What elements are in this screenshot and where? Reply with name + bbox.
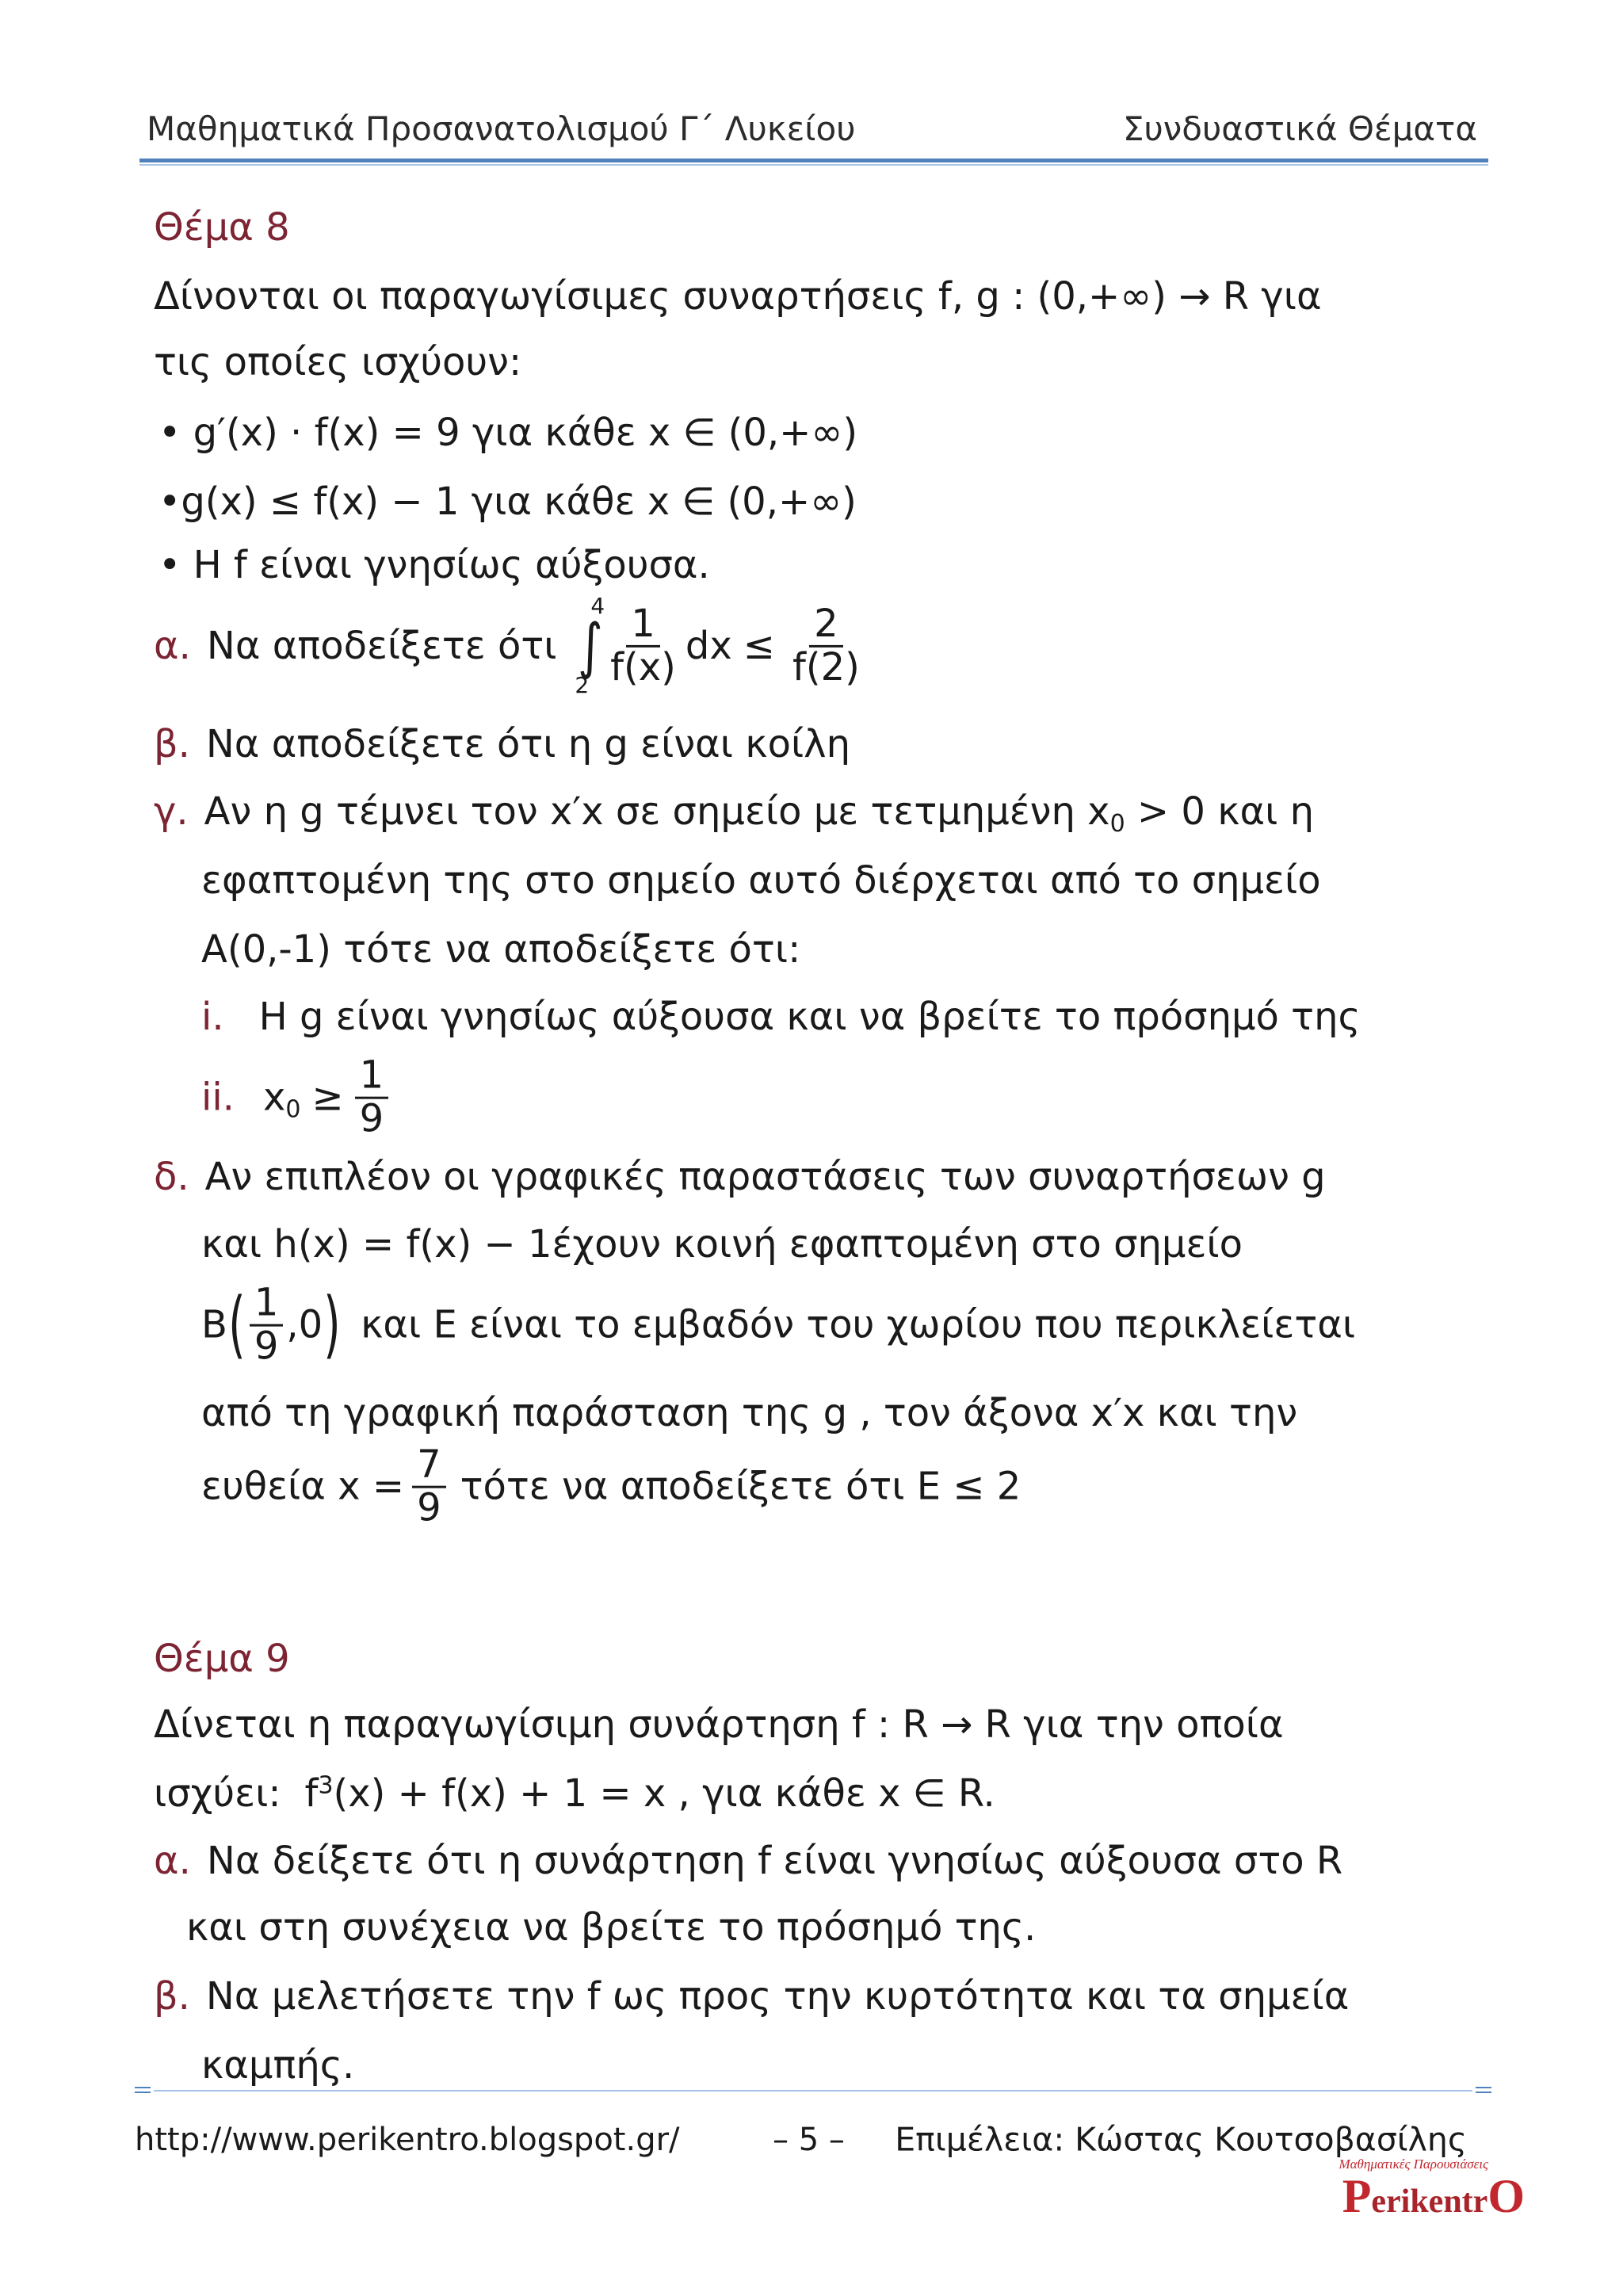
text-segment: Αν η g τέμνει τον x′x σε σημείο με τετμημένη x xyxy=(204,789,1110,834)
question-text: Να αποδείξετε ότι xyxy=(206,624,557,668)
question-9a-line-2: και στη συνέχεια να βρείτε το πρόσημό της. xyxy=(186,1905,1037,1950)
question-label: γ. xyxy=(154,789,189,834)
question-label: α. xyxy=(154,624,191,668)
theme-9-title: Θέμα 9 xyxy=(154,1637,290,1681)
fraction-denominator: 9 xyxy=(359,1096,384,1141)
question-text: τότε να αποδείξετε ότι Ε ≤ 2 xyxy=(460,1465,1022,1509)
rhs-fraction xyxy=(788,601,865,690)
header-course-title: Μαθηματικά Προσανατολισμού Γ΄ Λυκείου xyxy=(147,109,856,148)
theme-9-intro-line-2 xyxy=(154,1770,995,1817)
question-8d-line-2: και h(x) = f(x) − 1έχουν κοινή εφαπτομένη στο σημείο xyxy=(201,1222,1243,1266)
perikentro-logo xyxy=(1338,2157,1525,2220)
fraction-denominator: 9 xyxy=(417,1485,441,1530)
question-8d-line-3 xyxy=(201,1280,1356,1369)
condition-1: • g′(x) · f(x) = 9 για κάθε x ∈ (0,+∞) xyxy=(158,411,858,455)
function-name: f xyxy=(304,1771,319,1816)
differential: dx xyxy=(685,624,732,668)
question-8c-line-2: εφαπτομένη της στο σημείο αυτό διέρχεται από το σημείο xyxy=(201,858,1321,903)
fraction-numerator: 1 xyxy=(355,1056,389,1099)
question-label: β. xyxy=(154,1974,190,2019)
theme-8-intro-line-2: τις οποίες ισχύουν: xyxy=(154,340,522,384)
question-label: δ. xyxy=(154,1155,189,1199)
fraction-denominator: 9 xyxy=(254,1324,279,1369)
question-text: Να μελετήσετε την f ως προς την κυρτότητα και τα σημεία xyxy=(205,1974,1350,2019)
theme-8-title: Θέμα 8 xyxy=(154,205,290,250)
question-8b xyxy=(154,720,850,768)
variable-name: x xyxy=(262,1075,286,1120)
question-label: α. xyxy=(154,1839,191,1883)
fraction-numerator: 1 xyxy=(626,604,660,648)
subscript: 0 xyxy=(1109,810,1125,838)
question-8c-i xyxy=(201,993,1361,1041)
footer-url: http://www.perikentro.blogspot.gr/ xyxy=(135,2122,680,2158)
definite-integral xyxy=(575,592,606,699)
question-8c-line-3: Α(0,-1) τότε να αποδείξετε ότι: xyxy=(201,927,801,972)
relation-symbol: ≥ xyxy=(311,1075,344,1120)
integral-sign: ∫ xyxy=(577,609,603,681)
logo-wordmark xyxy=(1342,2169,1525,2222)
fraction-numerator: 2 xyxy=(809,604,843,648)
question-text xyxy=(204,788,1315,838)
logo-middle: erikentr xyxy=(1371,2183,1488,2220)
point-rest: ,0 xyxy=(286,1303,323,1347)
question-9a xyxy=(154,1837,1342,1885)
theme-9-intro-line-1: Δίνεται η παραγωγίσιμη συνάρτηση f : R → R για την οποία xyxy=(154,1702,1284,1747)
header-rule xyxy=(139,159,1488,166)
text-segment: > 0 και η xyxy=(1125,789,1315,834)
open-parenthesis: ( xyxy=(228,1282,246,1367)
question-text: Να δείξετε ότι η συνάρτηση f είναι γνησίως αύξουσα στο R xyxy=(206,1839,1343,1883)
footer-credit: Επιμέλεια: Κώστας Κουτσοβασίλης xyxy=(895,2120,1467,2159)
line-fraction xyxy=(412,1442,446,1530)
close-parenthesis: ) xyxy=(323,1282,341,1367)
footer-rule-right-mark xyxy=(1476,2087,1491,2093)
question-text: ευθεία x = xyxy=(201,1465,405,1509)
point-name: B xyxy=(201,1303,227,1347)
question-text: Να αποδείξετε ότι η g είναι κοίλη xyxy=(205,722,851,766)
subquestion-label: i. xyxy=(201,995,224,1039)
question-8a xyxy=(154,592,868,699)
exponent: 3 xyxy=(318,1771,334,1800)
subquestion-text: Η g είναι γνησίως αύξουσα και να βρείτε το πρόσημό της xyxy=(258,995,1361,1039)
fraction-numerator: 1 xyxy=(250,1283,284,1327)
page-number: – 5 – xyxy=(773,2122,845,2158)
fraction-denominator: f(x) xyxy=(610,644,676,690)
integral-upper-limit: 4 xyxy=(590,592,605,619)
question-9b-line-2: καμπής. xyxy=(201,2043,355,2088)
question-8c-ii xyxy=(201,1052,391,1141)
integrand-fraction xyxy=(605,601,681,690)
logo-final: O xyxy=(1487,2169,1525,2222)
variable xyxy=(262,1074,301,1124)
condition-2: •g(x) ≤ f(x) − 1 για κάθε x ∈ (0,+∞) xyxy=(158,479,857,524)
fraction-denominator: f(2) xyxy=(792,644,860,690)
subquestion-label: ii. xyxy=(201,1075,235,1120)
question-8d-line-5 xyxy=(201,1442,1022,1530)
footer-rule-left-mark xyxy=(135,2087,151,2093)
question-text: και Ε είναι το εμβαδόν του χωρίου που περικλείεται xyxy=(361,1303,1356,1347)
bound-fraction xyxy=(355,1052,389,1141)
question-9b xyxy=(154,1973,1349,2020)
text-segment: ισχύει: xyxy=(154,1771,281,1816)
logo-tagline: Μαθηματικές Παρουσιάσεις xyxy=(1338,2157,1488,2172)
condition-3: • Η f είναι γνησίως αύξουσα. xyxy=(158,543,710,587)
equation-rest: (x) + f(x) + 1 = x , για κάθε x ∈ R. xyxy=(333,1771,995,1816)
header-section-title: Συνδυαστικά Θέματα xyxy=(1122,109,1477,148)
question-8d-line-4: από τη γραφική παράσταση της g , τον άξονα x′x και την xyxy=(201,1391,1298,1435)
footer-rule xyxy=(154,2090,1472,2092)
theme-8-intro-line-1: Δίνονται οι παραγωγίσιμες συναρτήσεις f, g : (0,+∞) → R για xyxy=(154,274,1322,319)
equation xyxy=(305,1770,995,1817)
logo-initial: P xyxy=(1342,2169,1372,2222)
fraction-numerator: 7 xyxy=(412,1445,446,1488)
integral-lower-limit: 2 xyxy=(575,672,590,699)
point-fraction xyxy=(250,1280,284,1369)
subscript: 0 xyxy=(285,1096,301,1124)
question-8d xyxy=(154,1153,1326,1201)
relation-symbol: ≤ xyxy=(743,624,775,668)
question-text: Αν επιπλέον οι γραφικές παραστάσεις των συναρτήσεων g xyxy=(204,1155,1326,1199)
question-label: β. xyxy=(154,722,190,766)
question-8c xyxy=(154,788,1315,838)
